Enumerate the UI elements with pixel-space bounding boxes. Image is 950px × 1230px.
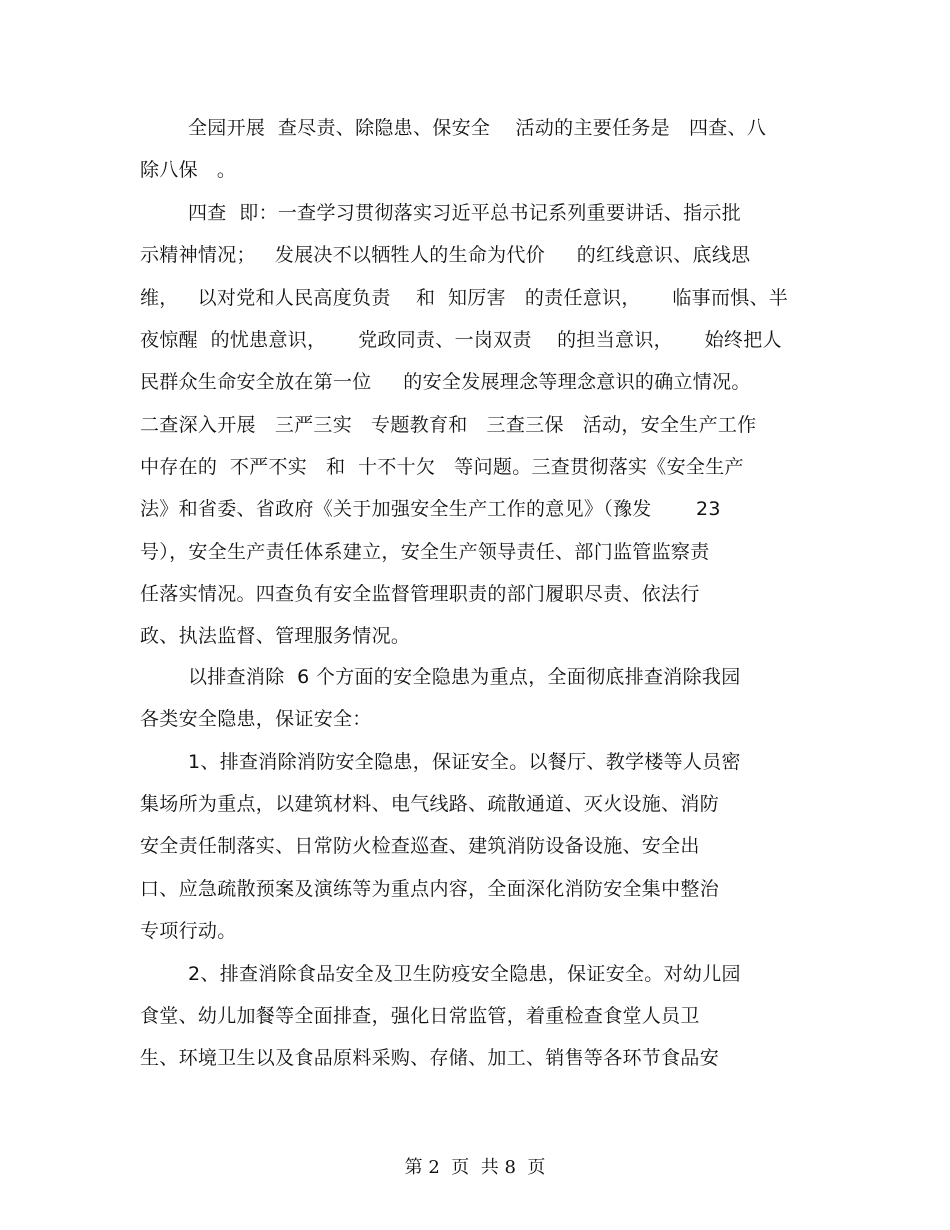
text-line: 民群众生命安全放在第一位 的安全发展理念等理念意识的确立情况。 [140,371,751,393]
text-line: 四查 即：一查学习贯彻落实习近平总书记系列重要讲话、指示批 [188,202,742,224]
text-line: 夜惊醒 的忧患意识， 党政同责、一岗双责 的担当意识， 始终把人 [140,329,782,351]
text-line: 专项行动。 [140,920,237,942]
text-line: 除八保 。 [140,159,237,181]
text-line: 政、执法监督、管理服务情况。 [140,625,411,647]
text-line: 安全责任制落实、日常防火检查巡查、建筑消防设备设施、安全出 [140,835,700,857]
text-line: 口、应急疏散预案及演练等为重点内容，全面深化消防安全集中整治 [140,878,720,900]
text-line: 全园开展 查尽责、除隐患、保安全 活动的主要任务是 四查、八 [188,117,767,139]
text-line: 以排查消除 6 个方面的安全隐患为重点，全面彻底排查消除我园 [188,666,741,688]
text-line: 示精神情况； 发展决不以牺牲人的生命为代价 的红线意识、底线思 [140,244,751,266]
text-line: 生、环境卫生以及食品原料采购、存储、加工、销售等各环节食品安 [140,1047,720,1069]
text-line: 集场所为重点，以建筑材料、电气线路、疏散通道、灭火设施、消防 [140,793,720,815]
text-line: 2、排查消除食品安全及卫生防疫安全隐患，保证安全。对幼儿园 [188,963,741,985]
text-line: 任落实情况。四查负有安全监督管理职责的部门履职尽责、依法行 [140,583,700,605]
text-line: 各类安全隐患，保证安全： [140,708,372,730]
page-number-footer: 第 2 页 共 8 页 [404,1157,546,1178]
text-line: 维， 以对党和人民高度负责 和 知厉害 的责任意识， 临事而惧、半 [140,287,789,309]
text-line: 二查深入开展 三严三实 专题教育和 三查三保 活动，安全生产工作 [140,414,757,436]
text-line: 1、排查消除消防安全隐患，保证安全。以餐厅、教学楼等人员密 [188,751,741,773]
text-line: 中存在的 不严不实 和 十不十欠 等问题。三查贯彻落实《安全生产 [140,456,744,478]
text-line: 食堂、幼儿加餐等全面排查，强化日常监管，着重检查食堂人员卫 [140,1005,700,1027]
text-line: 号），安全生产责任体系建立，安全生产领导责任、部门监管监察责 [140,541,710,563]
text-line: 法》和省委、省政府《关于加强安全生产工作的意见》（豫发 23 [140,498,721,520]
